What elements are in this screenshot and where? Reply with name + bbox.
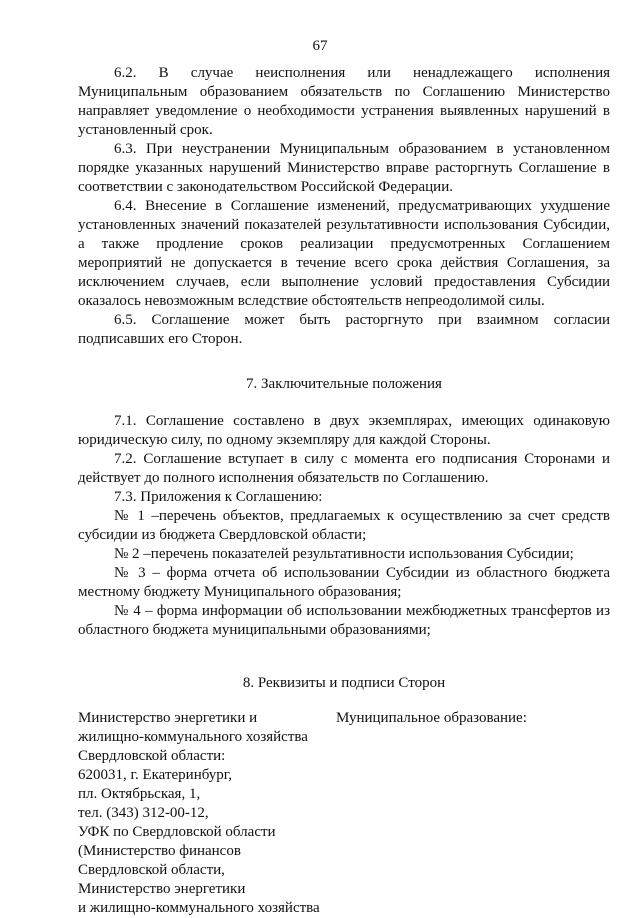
ministry-requisites bbox=[78, 709, 336, 918]
appendix-4: № 4 – форма информации об использовании межбюджетных трансфертов из областного бюджета муниципальными образованиями; bbox=[78, 603, 610, 638]
clause-7-3: 7.3. Приложения к Соглашению: bbox=[114, 489, 323, 505]
page-number: 67 bbox=[312, 38, 328, 54]
ministry-requisites-line: (Министерство финансов bbox=[78, 843, 241, 859]
clause-7-1: 7.1. Соглашение составлено в двух экземплярах, имеющих одинаковую юридическую силу, по одному экземпляру для каждой Стороны. bbox=[78, 413, 610, 448]
party-requisites bbox=[78, 709, 610, 918]
clause-6-4: 6.4. Внесение в Соглашение изменений, предусматривающих ухудшение установленных значений показателей результативности использования Субсидии, а также продление сроков реализации предусмотренных Соглашением мероприятий не допускается в течение всего срока действия Соглашения, за исключением случаев, если выполнение условий предоставления Субсидии оказалось невозможным вследствие обстоятельств непреодолимой силы. bbox=[78, 198, 610, 309]
clause-6-2: 6.2. В случае неисполнения или ненадлежащего исполнения Муниципальным образованием обязательств по Соглашению Министерство направляет уведомление о необходимости устранения выявленных нарушений в установленный срок. bbox=[78, 65, 610, 138]
document-body bbox=[78, 64, 610, 918]
clause-6-5: 6.5. Соглашение может быть расторгнуто при взаимном согласии подписавших его Сторон. bbox=[78, 312, 610, 347]
ministry-requisites-line: Министерство энергетики bbox=[78, 881, 246, 897]
ministry-requisites-line: тел. (343) 312-00-12, bbox=[78, 805, 209, 821]
ministry-requisites-line: УФК по Свердловской области bbox=[78, 824, 276, 840]
clause-7-2: 7.2. Соглашение вступает в силу с момента его подписания Сторонами и действует до полного исполнения обязательств по Соглашению. bbox=[78, 451, 610, 486]
ministry-requisites-line: Свердловской области: bbox=[78, 748, 226, 764]
appendix-1: № 1 –перечень объектов, предлагаемых к осуществлению за счет средств субсидии из бюджета Свердловской области; bbox=[78, 508, 610, 543]
municipality-requisites bbox=[336, 709, 610, 918]
ministry-requisites-line: Свердловской области, bbox=[78, 862, 225, 878]
municipality-requisites-line: Муниципальное образование: bbox=[336, 710, 527, 726]
ministry-requisites-line: и жилищно-коммунального хозяйства bbox=[78, 900, 320, 916]
ministry-requisites-line: пл. Октябрьская, 1, bbox=[78, 786, 201, 802]
clause-6-3: 6.3. При неустранении Муниципальным образованием в установленном порядке указанных нарушений Министерство вправе расторгнуть Соглашение в соответствии с законодательством Российской Федерации. bbox=[78, 141, 610, 195]
ministry-requisites-line: Министерство энергетики и bbox=[78, 710, 258, 726]
ministry-requisites-line: жилищно-коммунального хозяйства bbox=[78, 729, 308, 745]
section-6-continued bbox=[78, 64, 610, 349]
section-8-heading: 8. Реквизиты и подписи Сторон bbox=[242, 675, 446, 691]
appendix-2: № 2 –перечень показателей результативности использования Субсидии; bbox=[114, 546, 574, 562]
section-7 bbox=[78, 412, 610, 640]
appendix-3: № 3 – форма отчета об использовании Субсидии из областного бюджета местному бюджету Муниципального образования; bbox=[78, 565, 610, 600]
section-7-heading: 7. Заключительные положения bbox=[246, 376, 442, 392]
ministry-requisites-line: 620031, г. Екатеринбург, bbox=[78, 767, 232, 783]
